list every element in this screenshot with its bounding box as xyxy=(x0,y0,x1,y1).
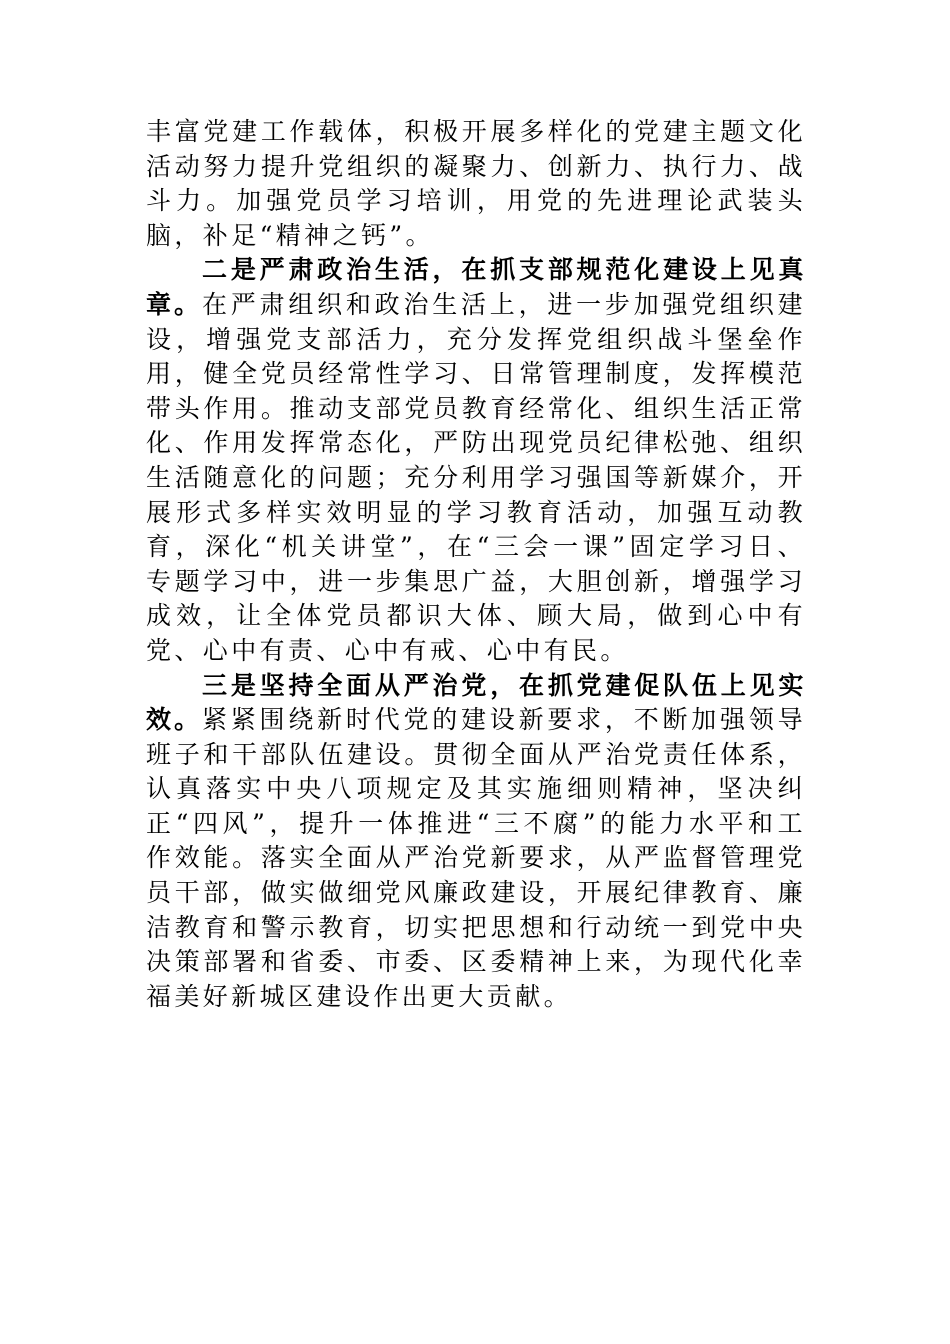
document-page xyxy=(146,115,806,1014)
paragraph-text: 在严肃组织和政治生活上，进一步加强党组织建设，增强党支部活力，充分发挥党组织战斗堡垒作用，健全党员经常性学习、日常管理制度，发挥模范带头作用。推动支部党员教育经常化、组织生活正常化、作用发挥常态化，严防出现党员纪律松弛、组织生活随意化的问题；充分利用学习强国等新媒介，开展形式多样实效明显的学习教育活动，加强互动教育，深化“机关讲堂”，在“三会一课”固定学习日、专题学习中，进一步集思广益，大胆创新，增强学习成效，让全体党员都识大体、顾大局，做到心中有党、心中有责、心中有戒、心中有民。 xyxy=(146,289,806,665)
paragraph-continuation xyxy=(146,115,806,253)
paragraph-heading: 二是严肃政治生活，在抓支部规范化建设上见真章。 xyxy=(146,255,806,319)
paragraph-second-point xyxy=(146,253,806,668)
paragraph-text: 丰富党建工作载体，积极开展多样化的党建主题文化活动努力提升党组织的凝聚力、创新力、执行力、战斗力。加强党员学习培训，用党的先进理论武装头脑，补足“精神之钙”。 xyxy=(146,117,806,250)
paragraph-text: 紧紧围绕新时代党的建设新要求，不断加强领导班子和干部队伍建设。贯彻全面从严治党责任体系，认真落实中央八项规定及其实施细则精神，坚决纠正“四风”，提升一体推进“三不腐”的能力水平和工作效能。落实全面从严治党新要求，从严监督管理党员干部，做实做细党风廉政建设，开展纪律教育、廉洁教育和警示教育，切实把思想和行动统一到党中央决策部署和省委、市委、区委精神上来，为现代化幸福美好新城区建设作出更大贡献。 xyxy=(146,705,806,1011)
paragraph-third-point xyxy=(146,669,806,1015)
paragraph-heading: 三是坚持全面从严治党，在抓党建促队伍上见实效。 xyxy=(146,670,806,735)
